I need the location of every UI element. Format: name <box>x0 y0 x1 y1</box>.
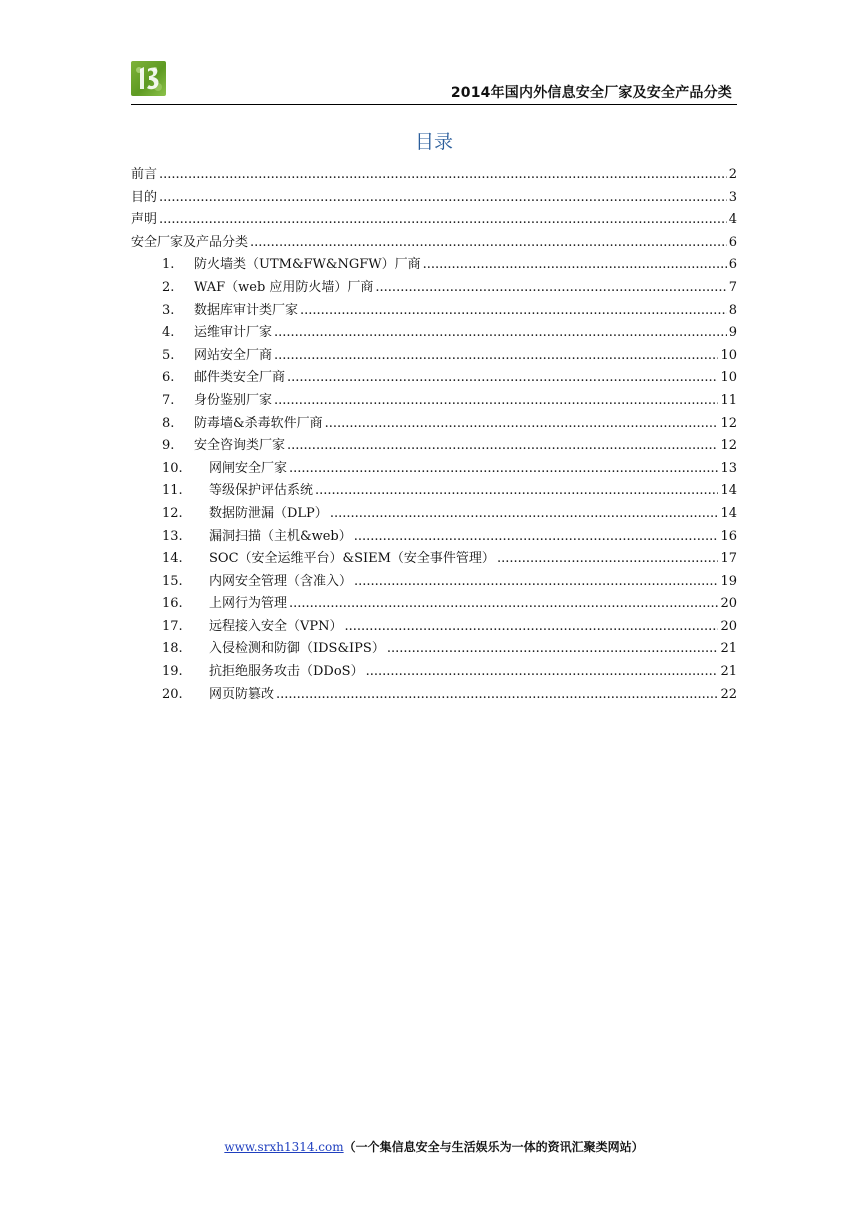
toc-entry[interactable] <box>131 345 737 368</box>
toc-entry-page: 6 <box>728 234 737 250</box>
toc-dot-leader <box>159 187 727 210</box>
toc-entry[interactable] <box>131 548 737 571</box>
toc-entry-title: 防火墙类（UTM&FW&NGFW）厂商 <box>194 257 421 273</box>
toc-entry-page: 2 <box>728 167 737 182</box>
toc-entry[interactable] <box>131 187 737 210</box>
toc-entry-page: 14 <box>720 483 737 499</box>
toc-entry-number: 14. <box>162 551 183 567</box>
toc-entry-page: 3 <box>728 189 737 205</box>
toc-entry-page: 10 <box>720 347 737 363</box>
toc-entry-page: 22 <box>720 686 737 702</box>
toc-dot-leader <box>345 616 719 639</box>
toc-entry-number: 5. <box>162 347 175 363</box>
page-footer <box>0 1138 868 1155</box>
website-link[interactable]: www.srxh1314.com <box>224 1140 344 1154</box>
toc-entry[interactable] <box>131 254 737 277</box>
toc-dot-leader <box>159 164 727 187</box>
toc-entry[interactable] <box>131 480 737 503</box>
toc-dot-leader <box>274 345 718 368</box>
toc-dot-leader <box>289 458 718 481</box>
toc-entry-title: 目的 <box>131 189 158 205</box>
toc-dot-leader <box>287 435 718 458</box>
toc-dot-leader <box>300 300 727 323</box>
toc-entry-page: 20 <box>720 596 737 612</box>
toc-title: 目录 <box>414 131 453 153</box>
toc-dot-leader <box>354 571 718 594</box>
toc-entry-title: 邮件类安全厂商 <box>194 370 286 386</box>
toc-entry-title: 等级保护评估系统 <box>209 483 314 499</box>
toc-entry-number: 16. <box>162 596 183 612</box>
toc-entry-title: 运维审计厂家 <box>194 325 273 341</box>
toc-entry-number: 10. <box>162 460 183 476</box>
toc-entry-title: 安全咨询类厂家 <box>194 438 286 454</box>
toc-entry-page: 13 <box>720 460 737 476</box>
toc-entry-page: 21 <box>720 641 737 657</box>
toc-dot-leader <box>354 526 719 549</box>
toc-entry[interactable] <box>131 209 737 232</box>
toc-entry[interactable] <box>131 322 737 345</box>
toc-dot-leader <box>289 593 718 616</box>
toc-entry-title: 数据防泄漏（DLP） <box>209 505 328 521</box>
footer-tagline: （一个集信息安全与生活娱乐为一体的资讯汇聚类网站） <box>343 1140 644 1154</box>
toc-entry-page: 7 <box>728 279 737 295</box>
toc-entry-page: 10 <box>720 370 737 386</box>
toc-entry[interactable] <box>131 390 737 413</box>
toc-entry[interactable] <box>131 526 737 549</box>
toc-entry-title: 抗拒绝服务攻击（DDoS） <box>209 664 364 680</box>
toc-dot-leader <box>325 413 719 436</box>
toc-entry-number: 15. <box>162 573 183 589</box>
toc-entry-page: 12 <box>720 438 737 454</box>
toc-entry[interactable] <box>131 684 737 707</box>
toc-entry-title: 上网行为管理 <box>209 596 288 612</box>
toc-entry-title: 声明 <box>131 212 158 228</box>
toc-entry-number: 20. <box>162 686 183 702</box>
toc-entry-page: 6 <box>728 257 737 273</box>
toc-entry-page: 11 <box>720 392 737 408</box>
toc-entry-title: 内网安全管理（含准入） <box>209 573 353 589</box>
toc-entry-page: 16 <box>720 528 737 544</box>
toc-entry-number: 6. <box>162 370 175 386</box>
toc-dot-leader <box>366 661 719 684</box>
toc-entry-title: 入侵检测和防御（IDS&IPS） <box>209 641 385 657</box>
toc-entry-page: 4 <box>728 212 737 228</box>
toc-entry-page: 17 <box>720 551 737 567</box>
toc-dot-leader <box>159 209 727 232</box>
toc-dot-leader <box>276 684 718 707</box>
toc-entry-page: 9 <box>728 325 737 341</box>
table-of-contents <box>131 164 737 706</box>
toc-entry[interactable] <box>131 277 737 300</box>
toc-entry-title: 前言 <box>131 167 158 182</box>
toc-dot-leader <box>274 322 727 345</box>
toc-dot-leader <box>250 232 727 255</box>
toc-entry-title: 安全厂家及产品分类 <box>131 234 249 250</box>
toc-entry-number: 13. <box>162 528 183 544</box>
toc-entry-number: 3. <box>162 302 175 318</box>
toc-entry-title: SOC（安全运维平台）&SIEM（安全事件管理） <box>209 551 495 567</box>
toc-entry-number: 1. <box>162 257 175 273</box>
toc-entry-page: 21 <box>720 664 737 680</box>
toc-entry-page: 12 <box>720 415 737 431</box>
site-logo-icon <box>131 61 166 96</box>
toc-entry-number: 17. <box>162 618 183 634</box>
toc-entry[interactable] <box>131 413 737 436</box>
toc-dot-leader <box>330 503 719 526</box>
toc-entry-page: 19 <box>720 573 737 589</box>
toc-entry-title: WAF（web 应用防火墙）厂商 <box>194 279 374 295</box>
toc-entry[interactable] <box>131 435 737 458</box>
toc-dot-leader <box>497 548 719 571</box>
toc-dot-leader <box>423 254 727 277</box>
toc-entry[interactable] <box>131 300 737 323</box>
toc-entry-title: 网页防篡改 <box>209 686 275 702</box>
toc-entry-title: 身份鉴别厂家 <box>194 392 273 408</box>
toc-dot-leader <box>315 480 718 503</box>
toc-dot-leader <box>375 277 726 300</box>
toc-entry-page: 8 <box>728 302 737 318</box>
toc-entry-title: 漏洞扫描（主机&web） <box>209 528 352 544</box>
toc-entry-title: 网站安全厂商 <box>194 347 273 363</box>
toc-entry[interactable] <box>131 232 737 255</box>
toc-entry-number: 18. <box>162 641 183 657</box>
toc-entry[interactable] <box>131 503 737 526</box>
toc-entry-number: 19. <box>162 664 183 680</box>
toc-entry[interactable] <box>131 638 737 661</box>
toc-entry-title: 防毒墙&杀毒软件厂商 <box>194 415 323 431</box>
toc-entry-page: 20 <box>720 618 737 634</box>
toc-dot-leader <box>274 390 718 413</box>
toc-entry[interactable] <box>131 164 737 187</box>
toc-entry-number: 8. <box>162 415 175 431</box>
toc-dot-leader <box>387 638 719 661</box>
toc-entry-number: 12. <box>162 505 183 521</box>
toc-entry-number: 9. <box>162 438 175 454</box>
toc-entry-number: 11. <box>162 483 183 499</box>
toc-entry-title: 网闸安全厂家 <box>209 460 288 476</box>
header-divider <box>131 104 737 105</box>
toc-entry[interactable] <box>131 458 737 481</box>
toc-entry-page: 14 <box>720 505 737 521</box>
toc-entry-number: 2. <box>162 279 175 295</box>
toc-entry[interactable] <box>131 661 737 684</box>
toc-entry[interactable] <box>131 616 737 639</box>
toc-entry[interactable] <box>131 571 737 594</box>
document-header-title: 2014年国内外信息安全厂家及安全产品分类 <box>450 85 732 101</box>
toc-entry-number: 7. <box>162 392 175 408</box>
toc-entry-title: 远程接入安全（VPN） <box>209 618 343 634</box>
toc-entry-number: 4. <box>162 325 175 341</box>
toc-dot-leader <box>287 367 718 390</box>
toc-entry-title: 数据库审计类厂家 <box>194 302 299 318</box>
toc-entry[interactable] <box>131 367 737 390</box>
toc-entry[interactable] <box>131 593 737 616</box>
